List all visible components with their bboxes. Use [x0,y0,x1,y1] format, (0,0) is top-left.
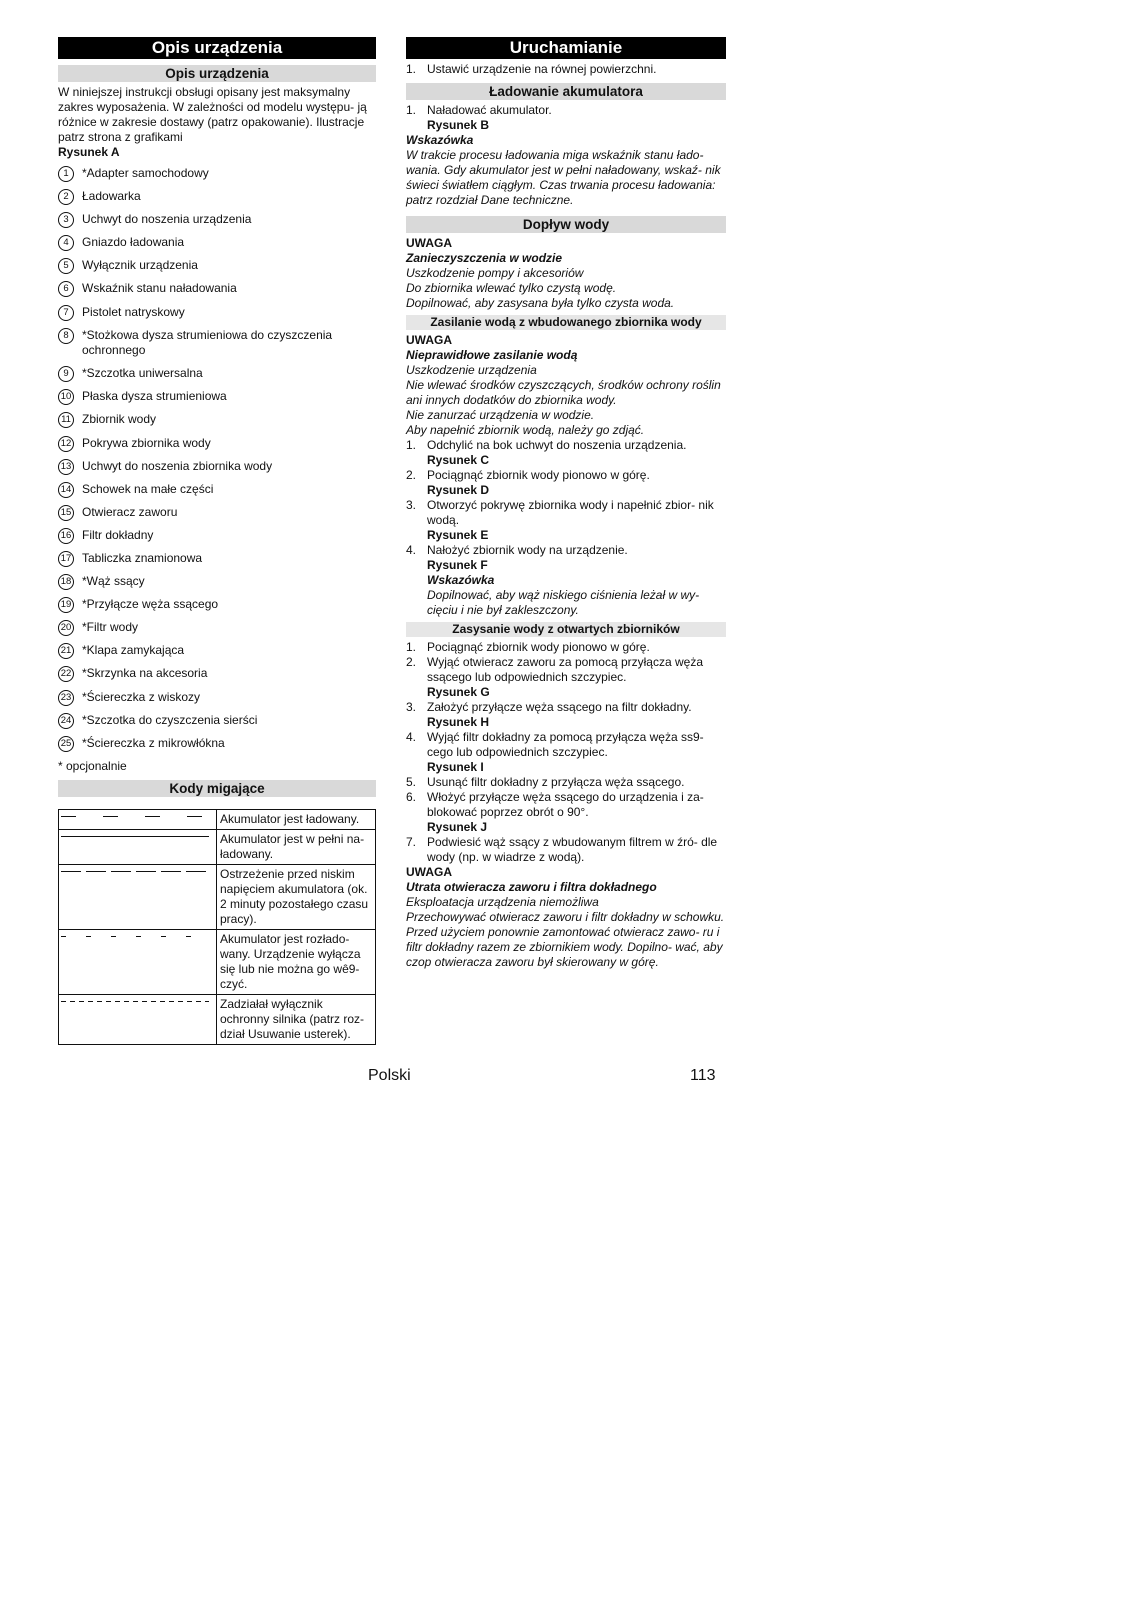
warning-lines [406,363,726,438]
list-item [406,730,726,775]
blink-pattern-line [61,1001,209,1002]
subsection-title-open-tank: Zasysanie wody z otwartych zbiorników [406,622,726,637]
warning-label: UWAGA [406,333,452,347]
item-label: Uchwyt do noszenia zbiornika wody [82,458,273,473]
blink-description: Zadziałał wyłącznik ochronny silnika (patrz roz- dział Usuwanie usterek). [217,994,376,1044]
item-number: 9 [58,366,74,382]
list-item [406,498,726,543]
warning-title: Zanieczyszczenia w wodzie [406,251,563,265]
figure-ref: Rysunek D [427,483,490,497]
list-item [58,212,376,228]
list-item [58,643,376,659]
step-number: 1. [406,640,417,654]
step-number: 5. [406,775,417,789]
subsection-title-codes: Kody migające [58,780,376,797]
list-item [58,666,376,682]
note-text: W trakcie procesu ładowania miga wskaźnik stanu łado- wania. Gdy akumulator jest w pełni naładowany, wskaź- nik świeci światłem ciągłym. Czas trwania procesu ładowania: patrz rozdział Dane techniczne. [406,148,721,207]
item-number: 25 [58,736,74,752]
item-number: 7 [58,305,74,321]
list-item [406,543,726,573]
list-item [58,574,376,590]
page-number: 113 [690,1067,716,1084]
warning-lines [406,266,726,311]
section-title-description: Opis urządzenia [58,37,376,59]
warning-title: Utrata otwieracza zaworu i filtra dokładnego [406,880,657,894]
blink-pattern-line [61,936,209,937]
list-item [406,640,726,655]
list-item [406,790,726,835]
table-row [59,994,376,1044]
item-label: *Szczotka uniwersalna [82,366,203,381]
warning-label: UWAGA [406,236,452,250]
component-list [58,166,376,751]
list-item [58,459,376,475]
item-number: 23 [58,690,74,706]
table-row [59,929,376,994]
step-number: 3. [406,700,417,714]
item-number: 6 [58,281,74,297]
warning-line: Uszkodzenie pompy i akcesoriów [406,266,584,280]
figure-ref: Rysunek J [427,820,488,834]
item-number: 5 [58,258,74,274]
item-number: 10 [58,389,74,405]
item-number: 4 [58,235,74,251]
list-item [406,438,726,468]
list-item [58,436,376,452]
item-label: *Wąż ssący [82,574,145,589]
step-text: Podwiesić wąż ssący z wbudowanym filtrem w źró- dle wody (np. w wiadrze z wodą). [427,835,718,864]
list-item [58,328,376,359]
blink-pattern [59,809,217,829]
item-label: Filtr dokładny [82,527,154,542]
warning-line: Aby napełnić zbiornik wodą, należy go zdjąć. [406,423,645,437]
blink-pattern [59,864,217,929]
warning-line: Przed użyciem ponownie zamontować otwieracz zawo- ru i filtr dokładny razem ze zbiornikiem wody. Dopilno- wać, aby czop otwieracza zaworu był skierowany w górę. [406,925,723,969]
item-label: *Ściereczka z mikrowłókna [82,735,225,750]
warning-line: Przechowywać otwieracz zaworu i filtr dokładny w schowku. [406,910,725,924]
item-number: 8 [58,328,74,344]
warning-line: Dopilnować, aby zasysana była tylko czysta woda. [406,296,675,310]
blink-pattern [59,994,217,1044]
step-number: 7. [406,835,417,849]
list-item [58,551,376,567]
table-row [59,809,376,829]
step-text: Wyjąć filtr dokładny za pomocą przyłącza węża ss9- cego lub odpowiednich szczypiec. [427,730,704,759]
item-label: *Skrzynka na akcesoria [82,666,208,681]
item-label: Otwieracz zaworu [82,504,178,519]
left-column [58,37,376,1045]
list-item [406,468,726,498]
blink-description: Akumulator jest w pełni na- ładowany. [217,829,376,864]
list-item [58,713,376,729]
item-label: Pistolet natryskowy [82,304,185,319]
list-item [58,166,376,182]
list-item [58,235,376,251]
item-label: Zbiornik wody [82,412,157,427]
warning-line: Uszkodzenie urządzenia [406,363,537,377]
item-label: *Filtr wody [82,620,139,635]
subsection-title-tank: Zasilanie wodą z wbudowanego zbiornika wody [406,315,726,330]
note-text: Dopilnować, aby wąż niskiego ciśnienia leżał w wy- cięciu i nie był zakleszczony. [427,588,700,617]
item-label: *Szczotka do czyszczenia sierści [82,712,258,727]
list-item [406,655,726,700]
warning-lines [406,895,726,970]
footer-language: Polski [368,1067,411,1084]
item-number: 22 [58,666,74,682]
list-item: 1. Ustawić urządzenie na równej powierzchni. [406,62,657,76]
item-number: 13 [58,459,74,475]
step-number: 3. [406,498,417,512]
list-item [58,366,376,382]
list-item [58,736,376,752]
item-label: *Adapter samochodowy [82,166,209,180]
warning-line: Nie zanurzać urządzenia w wodzie. [406,408,595,422]
list-item [58,482,376,498]
item-label: Gniazdo ładowania [82,235,185,250]
blink-pattern [59,929,217,994]
step-text: Wyjąć otwieracz zaworu za pomocą przyłącza węża ssącego lub odpowiednich szczypiec. [427,655,703,684]
note-label: Wskazówka [406,133,474,147]
item-number: 18 [58,574,74,590]
blink-pattern [59,829,217,864]
intro-text: W niniejszej instrukcji obsługi opisany jest maksymalny zakres wyposażenia. W zależności od modelu występu- ją różnice w zakresie dostawy (patrz opakowanie). Ilustracje patrz strona z grafikami [58,85,367,144]
item-number: 16 [58,528,74,544]
list-item [58,620,376,636]
subsection-title-charging: Ładowanie akumulatora [406,83,726,100]
item-number: 17 [58,551,74,567]
item-label: *Przyłącze węża ssącego [82,597,219,612]
table-row [59,864,376,929]
step-text: Pociągnąć zbiornik wody pionowo w górę. [427,640,650,654]
table-row [59,829,376,864]
item-label: Uchwyt do noszenia urządzenia [82,212,252,227]
blink-pattern-line [61,836,209,837]
item-number: 24 [58,713,74,729]
item-label: *Ściereczka z wiskozy [82,689,201,704]
blink-description: Ostrzeżenie przed niskim napięciem akumulatora (ok. 2 minuty pozostałego czasu pracy). [217,864,376,929]
item-number: 21 [58,643,74,659]
item-label: Wskaźnik stanu naładowania [82,281,237,296]
list-item [58,305,376,321]
blink-pattern-line [61,871,209,872]
blink-codes-table [58,809,376,1045]
item-label: Schowek na małe części [82,481,214,496]
step-number: 4. [406,543,417,557]
step-text: Włożyć przyłącze węża ssącego do urządzenia i za- blokować poprzez obrót o 90°. [427,790,704,819]
item-number: 1 [58,166,74,182]
warning-title: Nieprawidłowe zasilanie wodą [406,348,578,362]
item-number: 20 [58,620,74,636]
blink-description: Akumulator jest rozłado- wany. Urządzenie wyłącza się lub nie można go wê9- czyć. [217,929,376,994]
blink-pattern-line [61,816,209,817]
item-label: Pokrywa zbiornika wody [82,435,211,450]
list-item: 1. Naładować akumulator. Rysunek B [406,103,552,132]
step-text: Pociągnąć zbiornik wody pionowo w górę. [427,468,650,482]
item-number: 3 [58,212,74,228]
step-text: Otworzyć pokrywę zbiornika wody i napełnić zbior- nik wodą. [427,498,714,527]
list-item [58,690,376,706]
item-number: 15 [58,505,74,521]
list-item [406,775,726,790]
figure-ref: Rysunek G [427,685,490,699]
subsection-title-water: Dopływ wody [406,216,726,233]
step-text: Odchylić na bok uchwyt do noszenia urządzenia. [427,438,687,452]
list-item [58,528,376,544]
step-number: 4. [406,730,417,744]
figure-ref: Rysunek H [427,715,490,729]
figure-ref: Rysunek E [427,528,489,542]
warning-line: Eksploatacja urządzenia niemożliwa [406,895,599,909]
section-title-startup: Uruchamianie [406,37,726,59]
list-item [406,700,726,730]
figure-ref: Rysunek A [58,145,120,159]
item-label: Płaska dysza strumieniowa [82,389,227,404]
list-item [58,389,376,405]
step-number: 1. [406,438,417,452]
step-text: Usunąć filtr dokładny z przyłącza węża ssącego. [427,775,685,789]
blink-description: Akumulator jest ładowany. [217,809,376,829]
figure-ref: Rysunek F [427,558,488,572]
item-number: 14 [58,482,74,498]
item-label: *Stożkowa dysza strumieniowa do czyszczenia ochronnego [82,327,333,358]
tank-steps [406,438,726,573]
figure-ref: Rysunek C [427,453,490,467]
figure-ref: Rysunek I [427,760,484,774]
item-label: Tabliczka znamionowa [82,551,203,565]
step-text: Założyć przyłącze węża ssącego na filtr dokładny. [427,700,692,714]
item-number: 11 [58,412,74,428]
item-label: Wyłącznik urządzenia [82,258,198,273]
step-text: Nałożyć zbiornik wody na urządzenie. [427,543,628,557]
warning-label: UWAGA [406,865,452,879]
item-number: 19 [58,597,74,613]
step-number: 2. [406,655,417,669]
right-column [406,37,726,970]
item-label: Ładowarka [82,189,141,204]
warning-line: Do zbiornika wlewać tylko czystą wodę. [406,281,617,295]
step-number: 2. [406,468,417,482]
item-label: *Klapa zamykająca [82,643,185,658]
subsection-title-description: Opis urządzenia [58,65,376,82]
list-item [58,412,376,428]
optional-note: * opcjonalnie [58,758,127,773]
note-label: Wskazówka [427,573,495,587]
step-number: 6. [406,790,417,804]
list-item [58,505,376,521]
list-item [58,258,376,274]
list-item [406,835,726,865]
warning-line: Nie wlewać środków czyszczących, środków ochrony roślin ani innych dodatków do zbiornika wody. [406,378,721,407]
list-item [58,597,376,613]
list-item [58,281,376,297]
open-steps [406,640,726,865]
list-item [58,189,376,205]
item-number: 2 [58,189,74,205]
item-number: 12 [58,436,74,452]
